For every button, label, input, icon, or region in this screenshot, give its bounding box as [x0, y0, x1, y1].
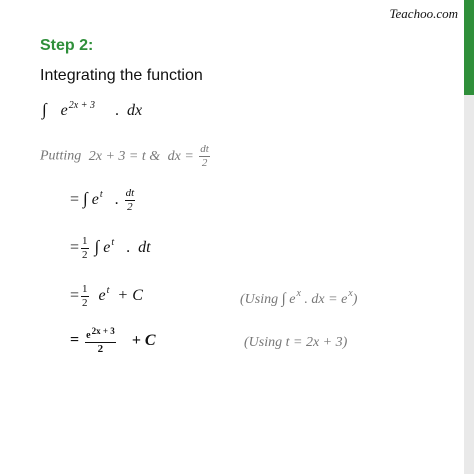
step-line-1: = ∫ $e^t$ . $\frac{dt}{2}$: [70, 187, 135, 213]
integral-sign: ∫: [94, 237, 100, 257]
note-using-integral: (Using ∫ $e^x$ . dx = $e^x$): [240, 288, 358, 307]
final-fraction: $\frac{e2x + 3}{2}$: [86, 326, 115, 355]
teachoo-logo: Teachoo.com: [389, 6, 458, 21]
line2-fraction: $\frac{1}{2}$: [82, 235, 88, 261]
integral-sign: ∫: [42, 100, 47, 119]
line1-fraction: $\frac{dt}{2}$: [125, 187, 135, 213]
line3-fraction: $\frac{1}{2}$: [82, 283, 88, 309]
substitution-dx: dx =: [167, 148, 194, 164]
substitution-fraction: $\frac{dt}{2}$: [200, 143, 209, 169]
integral-exponent: 2x + 3: [68, 100, 95, 111]
step-line-2: = $\frac{1}{2}$ ∫ $e^t$ . dt: [70, 235, 151, 261]
integral-dot: .: [114, 102, 119, 119]
substitution-expr: 2x + 3 = t &: [88, 148, 161, 164]
note-using-substitution: (Using t = 2x + 3): [244, 335, 348, 350]
integral-dx: dx: [126, 102, 143, 119]
substitution-line: [40, 144, 212, 169]
final-answer-line: = $\frac{e2x + 3}{2}$ + C: [70, 326, 156, 355]
integral-sign: ∫: [83, 189, 88, 209]
integral-sign: ∫: [281, 291, 286, 307]
substitution-lead: Putting: [40, 148, 82, 164]
heading-text: Integrating the function: [40, 67, 203, 84]
integral-base: e: [60, 102, 68, 119]
step-title: Step 2:: [40, 37, 94, 54]
step-line-3: = $\frac{1}{2}$ $e^t + C$: [70, 283, 143, 309]
integral-expression: [42, 100, 142, 120]
sidebar-accent: [464, 0, 474, 95]
